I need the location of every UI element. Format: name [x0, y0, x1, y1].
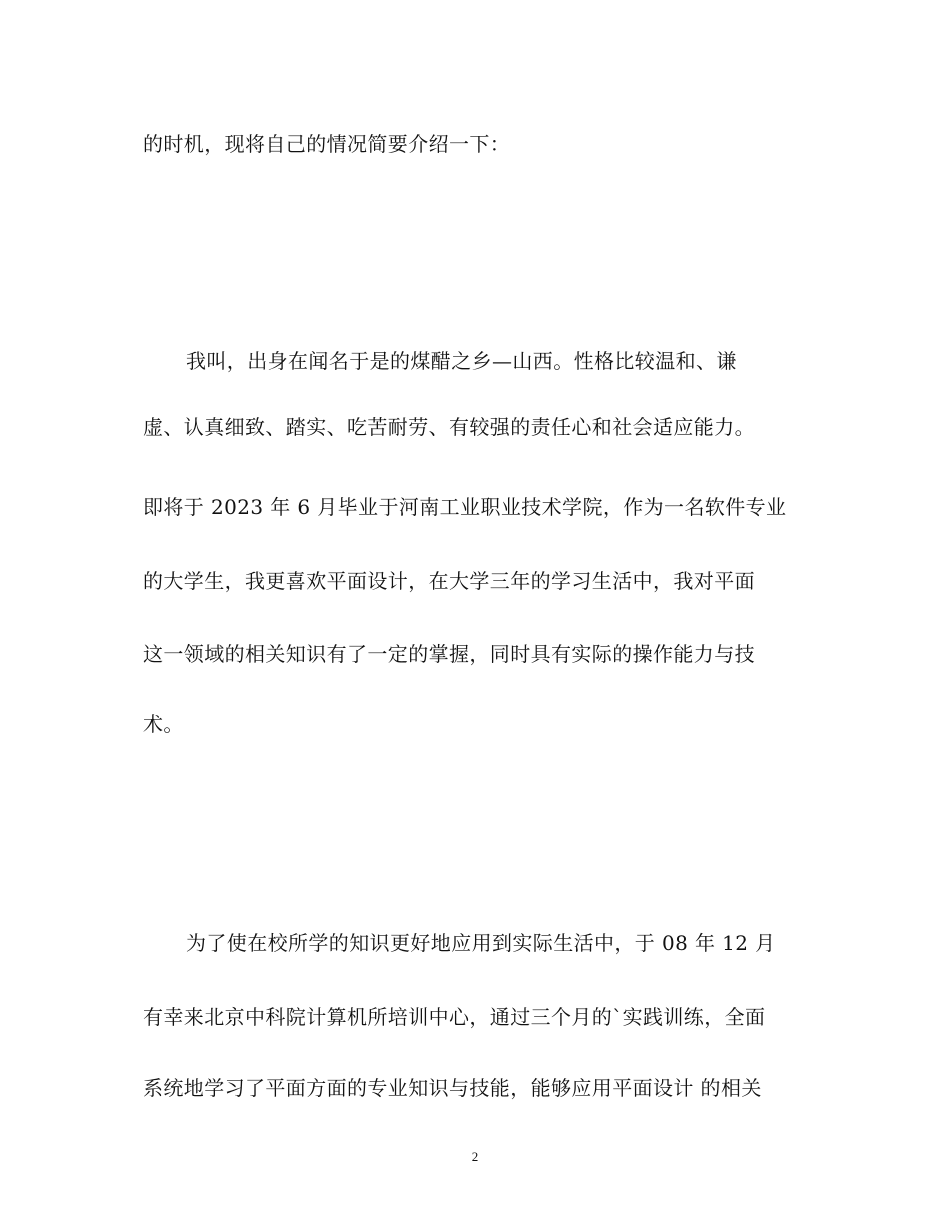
text-line-8: 为了使在校所学的知识更好地应用到实际生活中，于 08 年 12 月 [186, 931, 776, 955]
text-line-9: 有幸来北京中科院计算机所培训中心，通过三个月的`实践训练，全面 [143, 1005, 766, 1029]
page-number: 2 [471, 1149, 479, 1164]
text-line-10: 系统地学习了平面方面的专业知识与技能，能够应用平面设计 的相关 [143, 1076, 762, 1100]
text-line-4: 即将于 2023 年 6 月毕业于河南工业职业技术学院，作为一名软件专业 [143, 495, 787, 519]
text-line-3: 虚、认真细致、踏实、吃苦耐劳、有较强的责任心和社会适应能力。 [143, 415, 755, 439]
text-line-5: 的大学生，我更喜欢平面设计，在大学三年的学习生活中，我对平面 [143, 569, 755, 593]
text-line-6: 这一领域的相关知识有了一定的掌握，同时具有实际的操作能力与技 [143, 642, 755, 666]
text-line-1: 的时机，现将自己的情况简要介绍一下： [143, 132, 511, 156]
text-line-7: 术。 [143, 712, 184, 736]
text-line-2: 我叫，出身在闻名于是的煤醋之乡—山西。性格比较温和、谦 [186, 349, 737, 373]
